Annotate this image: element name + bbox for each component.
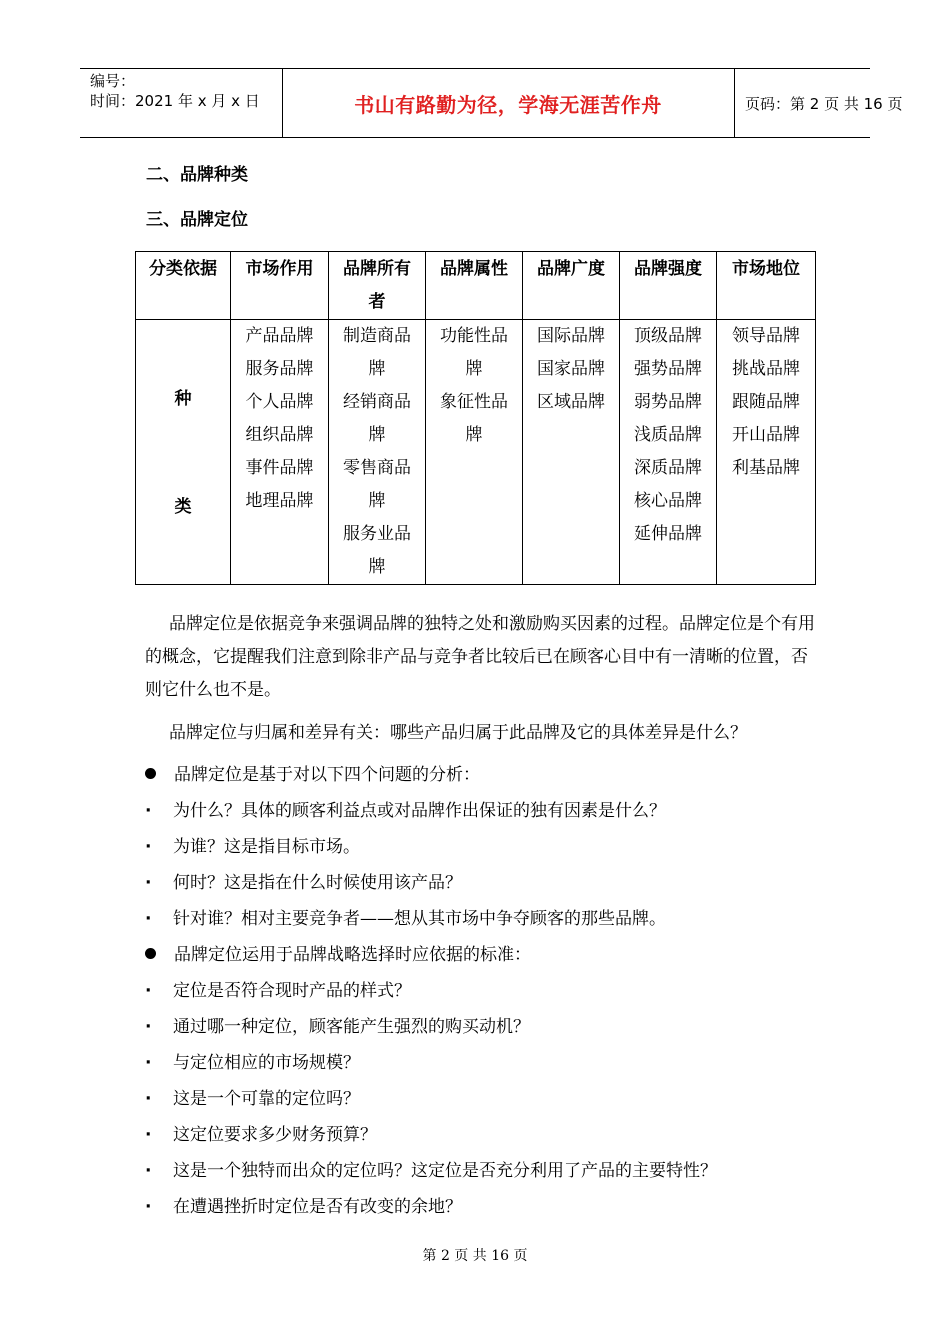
filled-bullet-icon xyxy=(145,948,156,959)
list-item: · 通过哪一种定位，顾客能产生强烈的购买动机？ xyxy=(145,1017,530,1037)
table-body-row xyxy=(136,320,816,585)
row-label-bottom: 类 xyxy=(174,497,192,517)
table-header-cell: 品牌强度 xyxy=(620,252,717,320)
list-item: 跟随品牌 xyxy=(732,392,800,412)
bullet-heading-selection-criteria: 品牌定位运用于品牌战略选择时应依据的标准： xyxy=(145,940,531,965)
list-item: 制造商品牌 xyxy=(343,326,411,379)
bullet-icon: · xyxy=(145,837,152,857)
table-cell-brand-attribute xyxy=(426,320,523,585)
list-item: 挑战品牌 xyxy=(732,359,800,379)
table-cell-brand-breadth xyxy=(523,320,620,585)
list-item: 国家品牌 xyxy=(537,359,605,379)
paragraph-positioning-definition: 品牌定位是依据竞争来强调品牌的独特之处和激励购买因素的过程。品牌定位是个有用的概念，它提醒我们注意到除非产品与竞争者比较后已在顾客心目中有一清晰的位置，否则它什么也不是。 xyxy=(145,614,815,700)
list-item: · 针对谁？相对主要竞争者——想从其市场中争夺顾客的那些品牌。 xyxy=(145,909,666,929)
brand-classification-table xyxy=(135,251,816,585)
table-cell-brand-owner xyxy=(329,320,426,585)
list-item: 产品品牌 xyxy=(245,326,314,346)
doc-code-label: 编号： xyxy=(90,72,136,90)
bullet-icon: · xyxy=(145,1089,152,1109)
list-item: 弱势品牌 xyxy=(634,392,702,412)
filled-bullet-icon xyxy=(145,768,156,779)
list-item: 顶级品牌 xyxy=(634,326,702,346)
list-item: · 为什么？具体的顾客利益点或对品牌作出保证的独有因素是什么？ xyxy=(145,801,666,821)
table-cell-brand-strength xyxy=(620,320,717,585)
list-item: 开山品牌 xyxy=(732,425,800,445)
document-header xyxy=(80,68,903,138)
list-item: 组织品牌 xyxy=(245,425,314,445)
list-item: 强势品牌 xyxy=(634,359,702,379)
table-row-label-cell xyxy=(136,320,231,585)
table-header-cell: 市场地位 xyxy=(717,252,816,320)
bullet-icon: · xyxy=(145,801,152,821)
list-item: 服务业品牌 xyxy=(343,524,411,577)
section-heading-brand-positioning: 三、品牌定位 xyxy=(146,210,248,230)
bullet-icon: · xyxy=(145,909,152,929)
row-label-top: 种 xyxy=(174,389,192,409)
list-item: 地理品牌 xyxy=(245,491,314,511)
bullet-icon: · xyxy=(145,981,152,1001)
page-footer: 第 2 页 共 16 页 xyxy=(422,1248,528,1264)
list-item: 经销商品牌 xyxy=(343,392,411,445)
bullet-icon: · xyxy=(145,1197,152,1217)
table-header-cell: 分类依据 xyxy=(136,252,231,320)
list-item: 服务品牌 xyxy=(245,359,314,379)
list-item: · 在遭遇挫折时定位是否有改变的余地？ xyxy=(145,1197,462,1217)
list-item: 领导品牌 xyxy=(732,326,800,346)
list-item: 零售商品牌 xyxy=(343,458,411,511)
paragraph-positioning-attribution: 品牌定位与归属和差异有关：哪些产品归属于此品牌及它的具体差异是什么？ xyxy=(169,723,747,743)
table-header-cell: 品牌属性 xyxy=(426,252,523,320)
list-item: 区域品牌 xyxy=(537,392,605,412)
list-item: 利基品牌 xyxy=(732,458,800,478)
list-item: · 这是一个独特而出众的定位吗？这定位是否充分利用了产品的主要特性？ xyxy=(145,1161,717,1181)
table-header-cell: 品牌广度 xyxy=(523,252,620,320)
list-item: 象征性品牌 xyxy=(440,392,508,445)
list-item: 延伸品牌 xyxy=(634,524,702,544)
table-header-cell: 品牌所有者 xyxy=(329,252,426,320)
list-item: 国际品牌 xyxy=(537,326,605,346)
list-item: 事件品牌 xyxy=(245,458,314,478)
bullet-icon: · xyxy=(145,1161,152,1181)
bullet-icon: · xyxy=(145,1125,152,1145)
list-item: 核心品牌 xyxy=(634,491,702,511)
table-header-cell: 市场作用 xyxy=(231,252,329,320)
list-item: · 何时？这是指在什么时候使用该产品？ xyxy=(145,873,462,893)
header-motto-cell xyxy=(282,69,735,137)
list-item: · 定位是否符合现时产品的样式？ xyxy=(145,981,411,1001)
list-item: · 这定位要求多少财务预算？ xyxy=(145,1125,377,1145)
bullet-icon: · xyxy=(145,1017,152,1037)
table-header-row xyxy=(136,252,816,320)
header-page-code: 页码：第 2 页 共 16 页 xyxy=(745,94,903,113)
bullet-icon: · xyxy=(145,1053,152,1073)
list-item: · 与定位相应的市场规模？ xyxy=(145,1053,360,1073)
section-heading-brand-types: 二、品牌种类 xyxy=(146,165,248,185)
list-item: · 为谁？这是指目标市场。 xyxy=(145,837,360,857)
list-item: · 这是一个可靠的定位吗？ xyxy=(145,1089,360,1109)
list-item: 个人品牌 xyxy=(245,392,314,412)
table-cell-market-role xyxy=(231,320,329,585)
doc-date-label: 时间：2021 年 x 月 x 日 xyxy=(90,92,260,110)
table-cell-market-position xyxy=(717,320,816,585)
list-item: 浅质品牌 xyxy=(634,425,702,445)
bullet-heading-four-questions: 品牌定位是基于对以下四个问题的分析： xyxy=(145,760,480,785)
header-page-cell xyxy=(735,69,903,137)
header-meta xyxy=(80,69,283,137)
bullet-icon: · xyxy=(145,873,152,893)
list-item: 功能性品牌 xyxy=(440,326,508,379)
list-item: 深质品牌 xyxy=(634,458,702,478)
header-motto: 书山有路勤为径，学海无涯苦作舟 xyxy=(354,92,662,117)
